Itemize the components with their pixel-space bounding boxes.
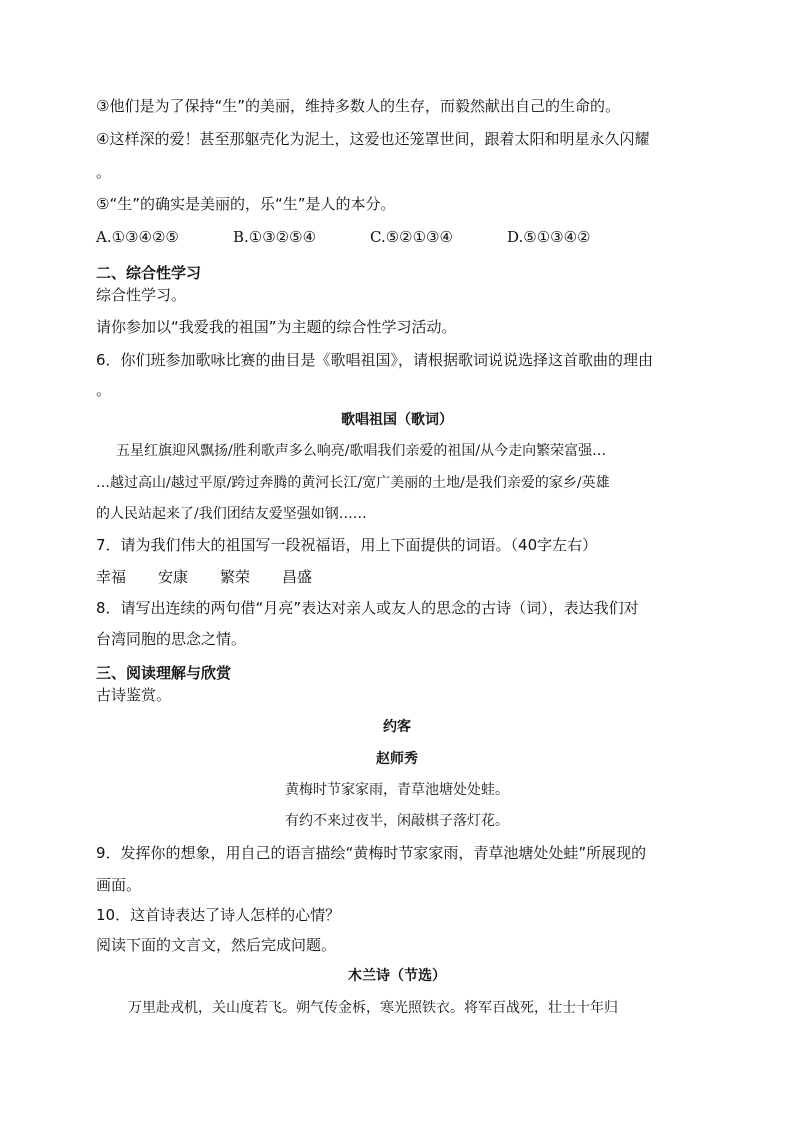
lyrics-line-3: 的人民站起来了/我们团结友爱坚强如钢…… — [96, 506, 367, 522]
q5-item-3: ③他们是为了保持“生”的美丽，维持多数人的生存，而毅然献出自己的生命的。 — [96, 97, 620, 115]
lyrics-line-1: 五星红旗迎风飘扬/胜利歌声多么响亮/歌唱我们亲爱的祖国/从今走向繁荣富强… — [116, 443, 607, 459]
word-1: 幸福 — [96, 568, 127, 586]
classical-intro: 阅读下面的文言文，然后完成问题。 — [96, 936, 337, 954]
question-9-end: 画面。 — [96, 876, 142, 894]
poem-line-2: 有约不来过夜半，闲敲棋子落灯花。 — [285, 813, 509, 829]
section-2-heading: 二、综合性学习 — [96, 264, 202, 282]
question-8-end: 台湾同胞的思念之情。 — [96, 630, 247, 648]
option-a: A.①③④②⑤ — [96, 228, 179, 246]
classical-line-1: 万里赴戎机，关山度若飞。朔气传金柝，寒光照铁衣。将军百战死，壮士十年归 — [128, 1000, 618, 1016]
lyrics-title: 歌唱祖国（歌词） — [341, 412, 453, 428]
classical-title: 木兰诗（节选） — [348, 968, 446, 984]
section-3-heading: 三、阅读理解与欣赏 — [96, 664, 232, 682]
option-b: B.①③②⑤④ — [233, 228, 317, 246]
question-10: 10．这首诗表达了诗人怎样的心情？ — [96, 906, 341, 924]
option-c: C.⑤②①③④ — [370, 228, 453, 246]
q5-item-4-end: 。 — [96, 163, 112, 181]
q5-options — [96, 226, 591, 248]
q5-item-5: ⑤“生”的确实是美丽的，乐“生”是人的本分。 — [96, 195, 396, 213]
blessing-words — [96, 566, 344, 588]
word-2: 安康 — [158, 568, 189, 586]
question-6-end: 。 — [96, 381, 112, 399]
poem-line-1: 黄梅时节家家雨，青草池塘处处蛙。 — [285, 782, 509, 798]
word-4: 昌盛 — [282, 568, 313, 586]
question-9: 9．发挥你的想象，用自己的语言描绘“黄梅时节家家雨，青草池塘处处蛙”所展现的 — [96, 844, 647, 862]
lyrics-line-2: …越过高山/越过平原/跨过奔腾的黄河长江/宽广美丽的土地/是我们亲爱的家乡/英雄 — [96, 475, 610, 491]
word-3: 繁荣 — [220, 568, 251, 586]
section-3-intro: 古诗鉴赏。 — [96, 686, 172, 704]
poem-author: 赵师秀 — [376, 751, 418, 767]
question-6: 6．你们班参加歌咏比赛的曲目是《歌唱祖国》，请根据歌词说说选择这首歌曲的理由 — [96, 351, 654, 369]
question-8: 8．请写出连续的两句借“月亮”表达对亲人或友人的思念的古诗（词），表达我们对 — [96, 599, 639, 617]
option-d: D.⑤①③④② — [507, 228, 591, 246]
q5-item-4: ④这样深的爱！甚至那躯壳化为泥土，这爱也还笼罩世间，跟着太阳和明星永久闪耀 — [96, 130, 650, 148]
question-7: 7．请为我们伟大的祖国写一段祝福语，用上下面提供的词语。（40字左右） — [96, 536, 598, 554]
poem-title: 约客 — [383, 719, 411, 735]
section-2-intro: 综合性学习。 — [96, 286, 187, 304]
section-2-task: 请你参加以“我爱我的祖国”为主题的综合性学习活动。 — [96, 318, 457, 336]
